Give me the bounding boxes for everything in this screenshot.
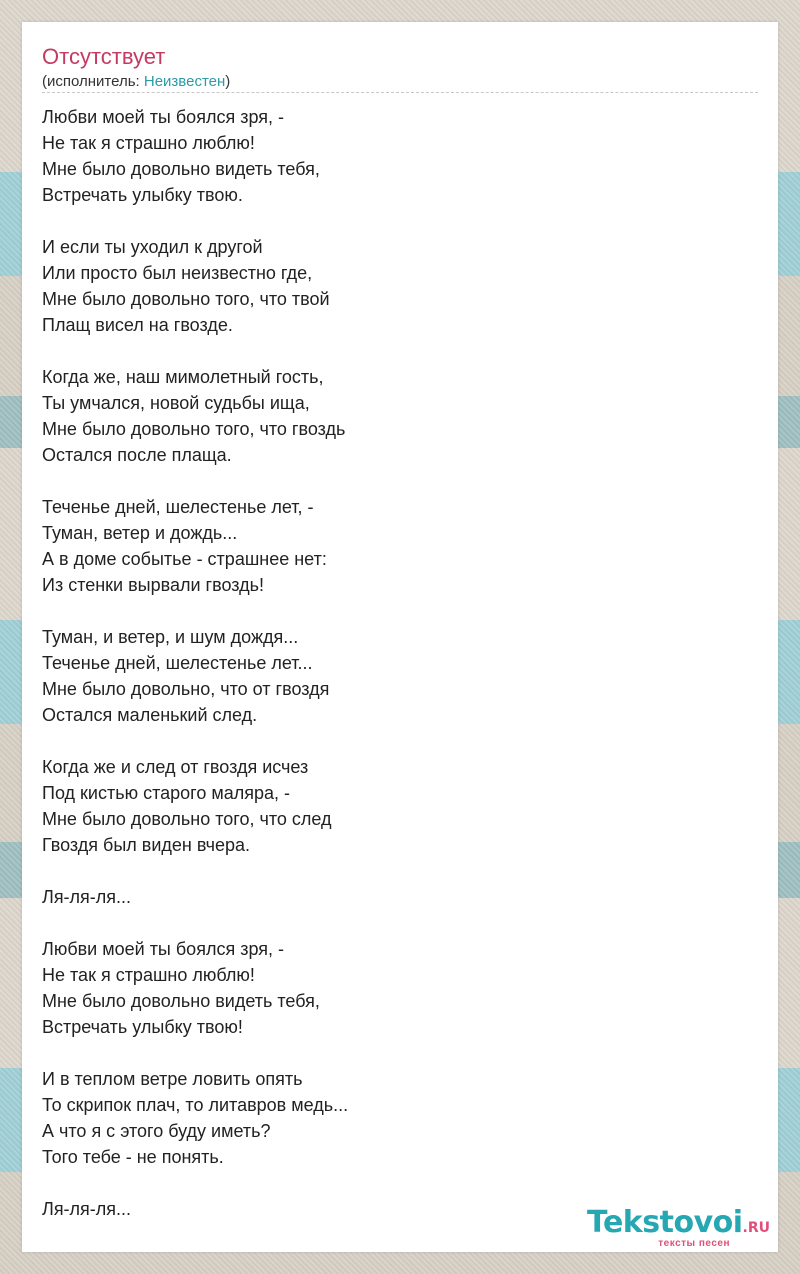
lyrics-line: Встречать улыбку твою! — [42, 1017, 243, 1037]
lyrics-line: А что я с этого буду иметь? — [42, 1121, 271, 1141]
lyrics-line: Остался после плаща. — [42, 445, 232, 465]
lyrics-blank-line — [42, 728, 742, 754]
lyrics-blank-line — [42, 338, 742, 364]
lyrics-line: Мне было довольно, что от гвоздя — [42, 679, 330, 699]
lyrics-line: Мне было довольно того, что твой — [42, 289, 330, 309]
lyrics-line: Не так я страшно люблю! — [42, 133, 255, 153]
lyrics-line: Теченье дней, шелестенье лет... — [42, 653, 313, 673]
lyrics-line: Под кистью старого маляра, - — [42, 783, 291, 803]
artist-link[interactable]: Неизвестен — [143, 73, 226, 90]
lyrics-blank-line — [42, 1170, 742, 1196]
site-logo[interactable] — [560, 1206, 770, 1250]
lyrics-card — [22, 22, 778, 1252]
artist-suffix: ) — [225, 73, 231, 90]
lyrics-line: Любви моей ты боялся зря, - — [42, 939, 284, 959]
lyrics-line: И в теплом ветре ловить опять — [42, 1069, 303, 1089]
lyrics-line: Туман, и ветер, и шум дождя... — [42, 627, 299, 647]
lyrics-line: Мне было довольно видеть тебя, — [42, 159, 320, 179]
lyrics-line: Когда же и след от гвоздя исчез — [42, 757, 309, 777]
divider — [42, 92, 758, 93]
lyrics-blank-line — [42, 910, 742, 936]
lyrics-line: Того тебе - не понять. — [42, 1147, 224, 1167]
lyrics-line: Из стенки вырвали гвоздь! — [42, 575, 265, 595]
lyrics-line: Ты умчался, новой судьбы ища, — [42, 393, 310, 413]
logo-tld: .RU — [742, 1220, 770, 1236]
lyrics-line: Мне было довольно того, что гвоздь — [42, 419, 346, 439]
lyrics-blank-line — [42, 208, 742, 234]
lyrics-line: То скрипок плач, то литавров медь... — [42, 1095, 349, 1115]
artist-prefix: (исполнитель: — [42, 73, 144, 90]
lyrics-text — [42, 104, 742, 1222]
logo-name: Tekstovoi — [586, 1205, 743, 1240]
lyrics-line: Когда же, наш мимолетный гость, — [42, 367, 324, 387]
lyrics-line: Ля-ля-ля... — [42, 887, 132, 907]
lyrics-line: Остался маленький след. — [42, 705, 258, 725]
lyrics-line: А в доме событье - страшнее нет: — [42, 549, 327, 569]
lyrics-line: Теченье дней, шелестенье лет, - — [42, 497, 314, 517]
lyrics-line: Мне было довольно видеть тебя, — [42, 991, 320, 1011]
lyrics-line: Любви моей ты боялся зря, - — [42, 107, 284, 127]
lyrics-line: И если ты уходил к другой — [42, 237, 263, 257]
lyrics-line: Ля-ля-ля... — [42, 1199, 132, 1219]
lyrics-line: Гвоздя был виден вчера. — [42, 835, 251, 855]
lyrics-line: Не так я страшно люблю! — [42, 965, 255, 985]
lyrics-line: Встречать улыбку твою. — [42, 185, 243, 205]
lyrics-line: Или просто был неизвестно где, — [42, 263, 313, 283]
song-title: Отсутствует — [42, 44, 166, 69]
lyrics-blank-line — [42, 1040, 742, 1066]
lyrics-line: Плащ висел на гвозде. — [42, 315, 233, 335]
logo-tagline: тексты песен — [658, 1238, 730, 1249]
lyrics-blank-line — [42, 598, 742, 624]
lyrics-line: Мне было довольно того, что след — [42, 809, 332, 829]
artist-line — [42, 72, 230, 92]
lyrics-blank-line — [42, 858, 742, 884]
lyrics-line: Туман, ветер и дождь... — [42, 523, 238, 543]
lyrics-blank-line — [42, 468, 742, 494]
